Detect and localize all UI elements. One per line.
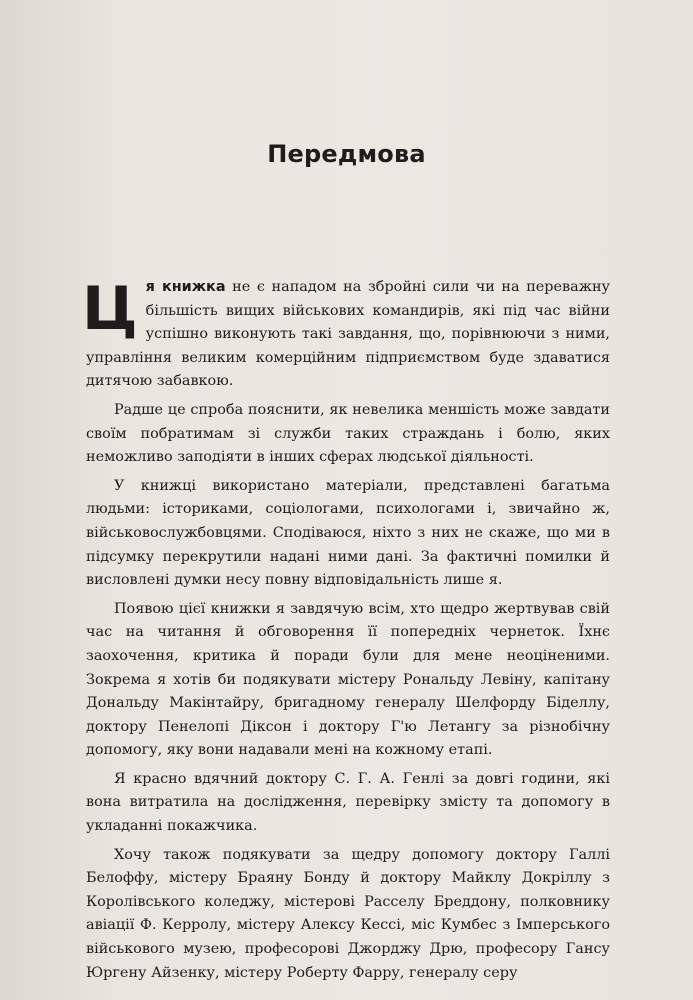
paragraph: У книжці використано матеріали, представлені багатьма людьми: істориками, соціологами, психологами і, звичайно ж, військовослужбовцями. Сподіваюся, ніхто з них не скаже, що ми в підсумку перекрутили надані ними дані. За фактичні помилки й висловлені думки несу повну відповідальність лише я. xyxy=(86,477,610,589)
lead-in-words: я книжка xyxy=(145,279,226,295)
paragraph: Хочу також подякувати за щедру допомогу доктору Галлі Белоффу, містеру Браяну Бонду й доктору Майклу Докріллу з Королівського коледжу, містерові Расселу Бреддону, полковнику авіації Ф. Керролу, містеру Алексу Кессі, міс Кумбес з Імперського військового музею, професорові Джорджу Дрю, професору Гансу Юргену Айзенку, містеру Роберту Фарру, генералу серу xyxy=(86,846,610,981)
intro-text: не є нападом на збройні сили чи на переважну більшість вищих військових командирів, які під час війни успішно виконують такі завдання, що, порівнюючи з ними, управління великим комерційним підприємством буде здаватися дитячою забавкою. xyxy=(86,279,611,390)
chapter-heading: Передмова xyxy=(267,140,426,169)
intro-paragraph xyxy=(82,274,611,394)
paragraph: Радше це спроба пояснити, як невелика меншість може завдати своїм побратимам зі служби таких страждань і болю, яких неможливо заподіяти в інших сферах людської діяльності. xyxy=(86,401,610,466)
drop-cap: Ц xyxy=(82,274,138,344)
paragraph: Я красно вдячний доктору С. Г. А. Генлі за довгі години, які вона витратила на дослідження, перевірку змісту та допомогу в укладанні покажчика. xyxy=(86,770,610,835)
paragraph: Появою цієї книжки я завдячую всім, хто щедро жертвував свій час на читання й обговорення її попередніх чернеток. Їхнє заохочення, критика й поради були для мене неоціненими. Зокрема я хотів би подякувати містеру Рональду Левіну, капітану Дональду Макінтайру, бригадному генералу Шелфорду Біделлу, доктору Пенелопі Діксон і доктору Г'ю Летангу за різнобічну допомогу, яку вони надавали мені на кожному етапі. xyxy=(86,600,610,759)
body-text xyxy=(82,274,611,990)
